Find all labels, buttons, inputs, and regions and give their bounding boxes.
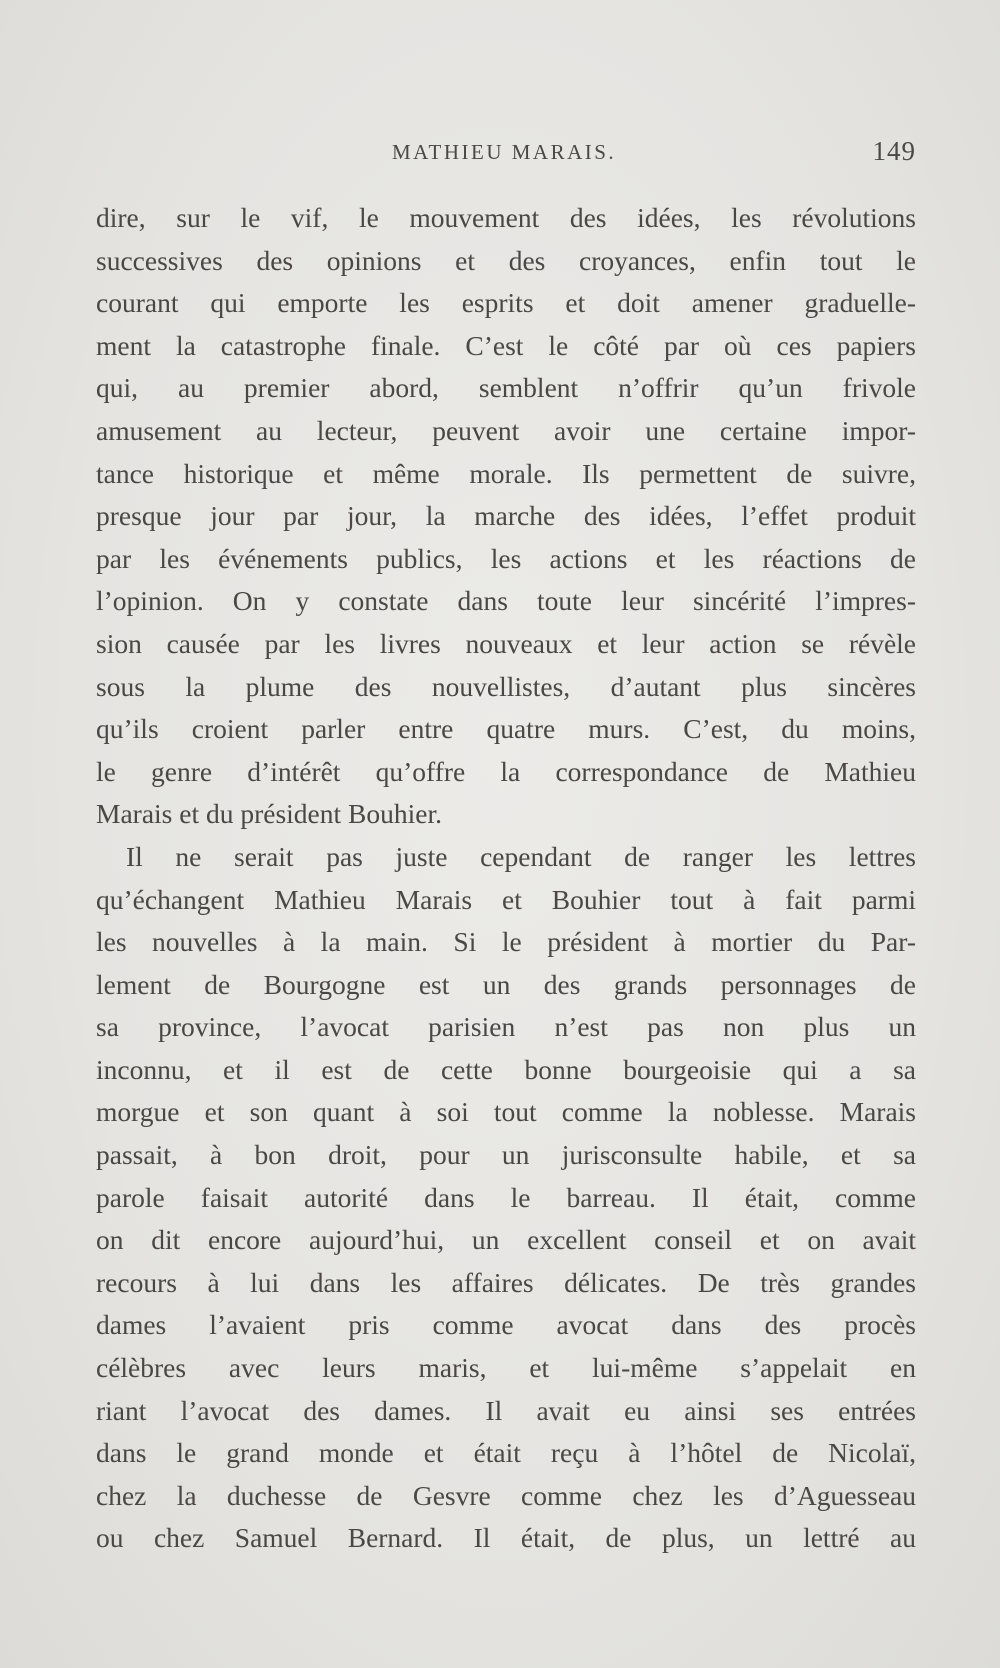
text-line: riant l’avocat des dames. Il avait eu ainsi ses entrées <box>96 1394 916 1426</box>
text-line: courant qui emporte les esprits et doit amener graduelle- <box>96 287 916 319</box>
text-line: recours à lui dans les affaires délicates. De très grandes <box>96 1266 916 1298</box>
text-line: inconnu, et il est de cette bonne bourgeoisie qui a sa <box>96 1053 916 1085</box>
text-line: par les événements publics, les actions et les réactions de <box>96 542 916 574</box>
body-text <box>96 197 916 1560</box>
text-line: parole faisait autorité dans le barreau. Il était, comme <box>96 1181 916 1213</box>
text-line: l’opinion. On y constate dans toute leur sincérité l’impres- <box>96 585 916 617</box>
paragraph-last-line: Marais et du président Bouhier. <box>96 798 442 830</box>
text-line: le genre d’intérêt qu’offre la correspondance de Mathieu <box>96 755 916 787</box>
text-line: dans le grand monde et était reçu à l’hôtel de Nicolaï, <box>96 1437 916 1469</box>
text-line: qui, au premier abord, semblent n’offrir qu’un frivole <box>96 372 916 404</box>
text-line: célèbres avec leurs maris, et lui-même s’appelait en <box>96 1352 916 1384</box>
text-line: chez la duchesse de Gesvre comme chez les d’Aguesseau <box>96 1479 916 1511</box>
text-line: passait, à bon droit, pour un jurisconsulte habile, et sa <box>96 1139 916 1171</box>
text-line: sous la plume des nouvellistes, d’autant plus sincères <box>96 670 916 702</box>
text-line: dire, sur le vif, le mouvement des idées, les révolutions <box>96 202 916 233</box>
paragraph-first-line: Il ne serait pas juste cependant de ranger les lettres <box>126 840 916 872</box>
text-line: tance historique et même morale. Ils permettent de suivre, <box>96 457 916 489</box>
text-line: lement de Bourgogne est un des grands personnages de <box>96 968 916 1000</box>
running-title: MATHIEU MARAIS. <box>392 140 617 164</box>
text-line: dames l’avaient pris comme avocat dans des procès <box>96 1309 916 1341</box>
page-header <box>96 136 916 180</box>
text-line: morgue et son quant à soi tout comme la noblesse. Marais <box>96 1096 916 1128</box>
page-number: 149 <box>872 136 916 166</box>
text-line: ment la catastrophe finale. C’est le côté par où ces papiers <box>96 329 916 361</box>
text-line: sion causée par les livres nouveaux et leur action se révèle <box>96 627 916 659</box>
text-line: ou chez Samuel Bernard. Il était, de plus, un lettré au <box>96 1522 916 1554</box>
text-line: successives des opinions et des croyances, enfin tout le <box>96 244 916 276</box>
text-line: presque jour par jour, la marche des idées, l’effet produit <box>96 500 916 532</box>
text-line: sa province, l’avocat parisien n’est pas non plus un <box>96 1011 916 1043</box>
text-line: les nouvelles à la main. Si le président à mortier du Par- <box>96 926 916 958</box>
text-line: qu’échangent Mathieu Marais et Bouhier tout à fait parmi <box>96 883 916 915</box>
text-line: on dit encore aujourd’hui, un excellent conseil et on avait <box>96 1224 916 1256</box>
text-line: amusement au lecteur, peuvent avoir une certaine impor- <box>96 414 916 446</box>
text-line: qu’ils croient parler entre quatre murs. C’est, du moins, <box>96 713 916 745</box>
